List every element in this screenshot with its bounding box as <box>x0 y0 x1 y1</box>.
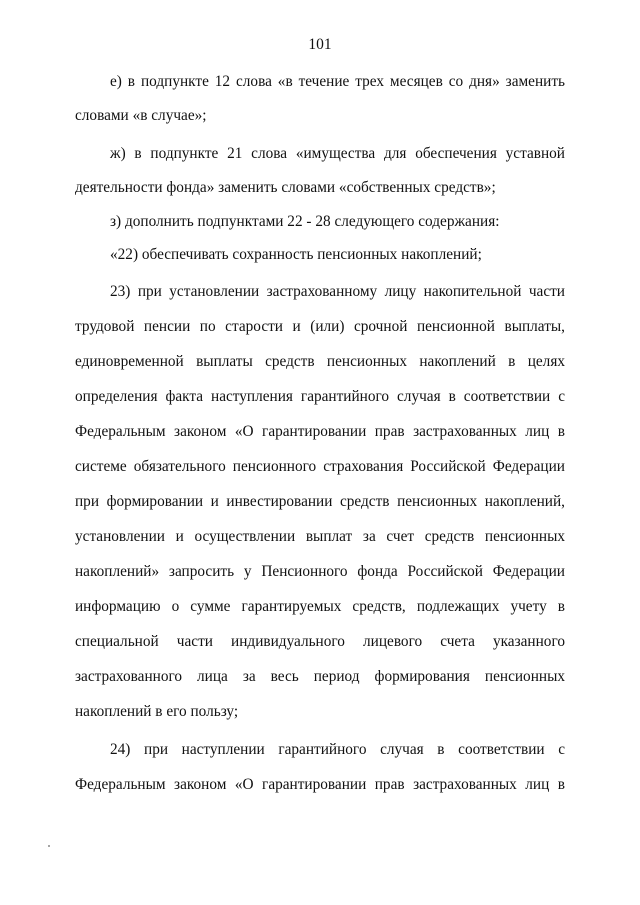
text-line: застрахованного лица за весь период формирования пенсионных <box>75 668 565 685</box>
text-line: ж) в подпункте 21 слова «имущества для обеспечения уставной <box>110 145 565 162</box>
page-number: 101 <box>308 36 332 53</box>
text-line: Федеральным законом «О гарантировании прав застрахованных лиц в <box>75 776 565 793</box>
scan-speck <box>48 845 50 847</box>
text-line: накоплений» запросить у Пенсионного фонда Российской Федерации <box>75 563 565 580</box>
text-line: 24) при наступлении гарантийного случая в соответствии с <box>110 741 565 758</box>
text-line: 23) при установлении застрахованному лицу накопительной части <box>110 283 565 300</box>
text-line: специальной части индивидуального лицевого счета указанного <box>75 633 565 650</box>
text-line: деятельности фонда» заменить словами «собственных средств»; <box>75 179 496 196</box>
text-line: е) в подпункте 12 слова «в течение трех месяцев со дня» заменить <box>110 73 565 90</box>
text-line: словами «в случае»; <box>75 107 207 124</box>
text-line: определения факта наступления гарантийного случая в соответствии с <box>75 388 565 405</box>
text-line: системе обязательного пенсионного страхования Российской Федерации <box>75 458 565 475</box>
text-line: «22) обеспечивать сохранность пенсионных накоплений; <box>110 246 482 263</box>
text-line: Федеральным законом «О гарантировании прав застрахованных лиц в <box>75 423 565 440</box>
text-line: информацию о сумме гарантируемых средств, подлежащих учету в <box>75 598 565 615</box>
text-line: единовременной выплаты средств пенсионных накоплений в целях <box>75 353 565 370</box>
text-line: накоплений в его пользу; <box>75 703 239 720</box>
text-line: з) дополнить подпунктами 22 - 28 следующего содержания: <box>110 213 500 230</box>
text-line: при формировании и инвестировании средств пенсионных накоплений, <box>75 493 565 510</box>
text-line: установлении и осуществлении выплат за счет средств пенсионных <box>75 528 565 545</box>
text-line: трудовой пенсии по старости и (или) срочной пенсионной выплаты, <box>75 318 565 335</box>
